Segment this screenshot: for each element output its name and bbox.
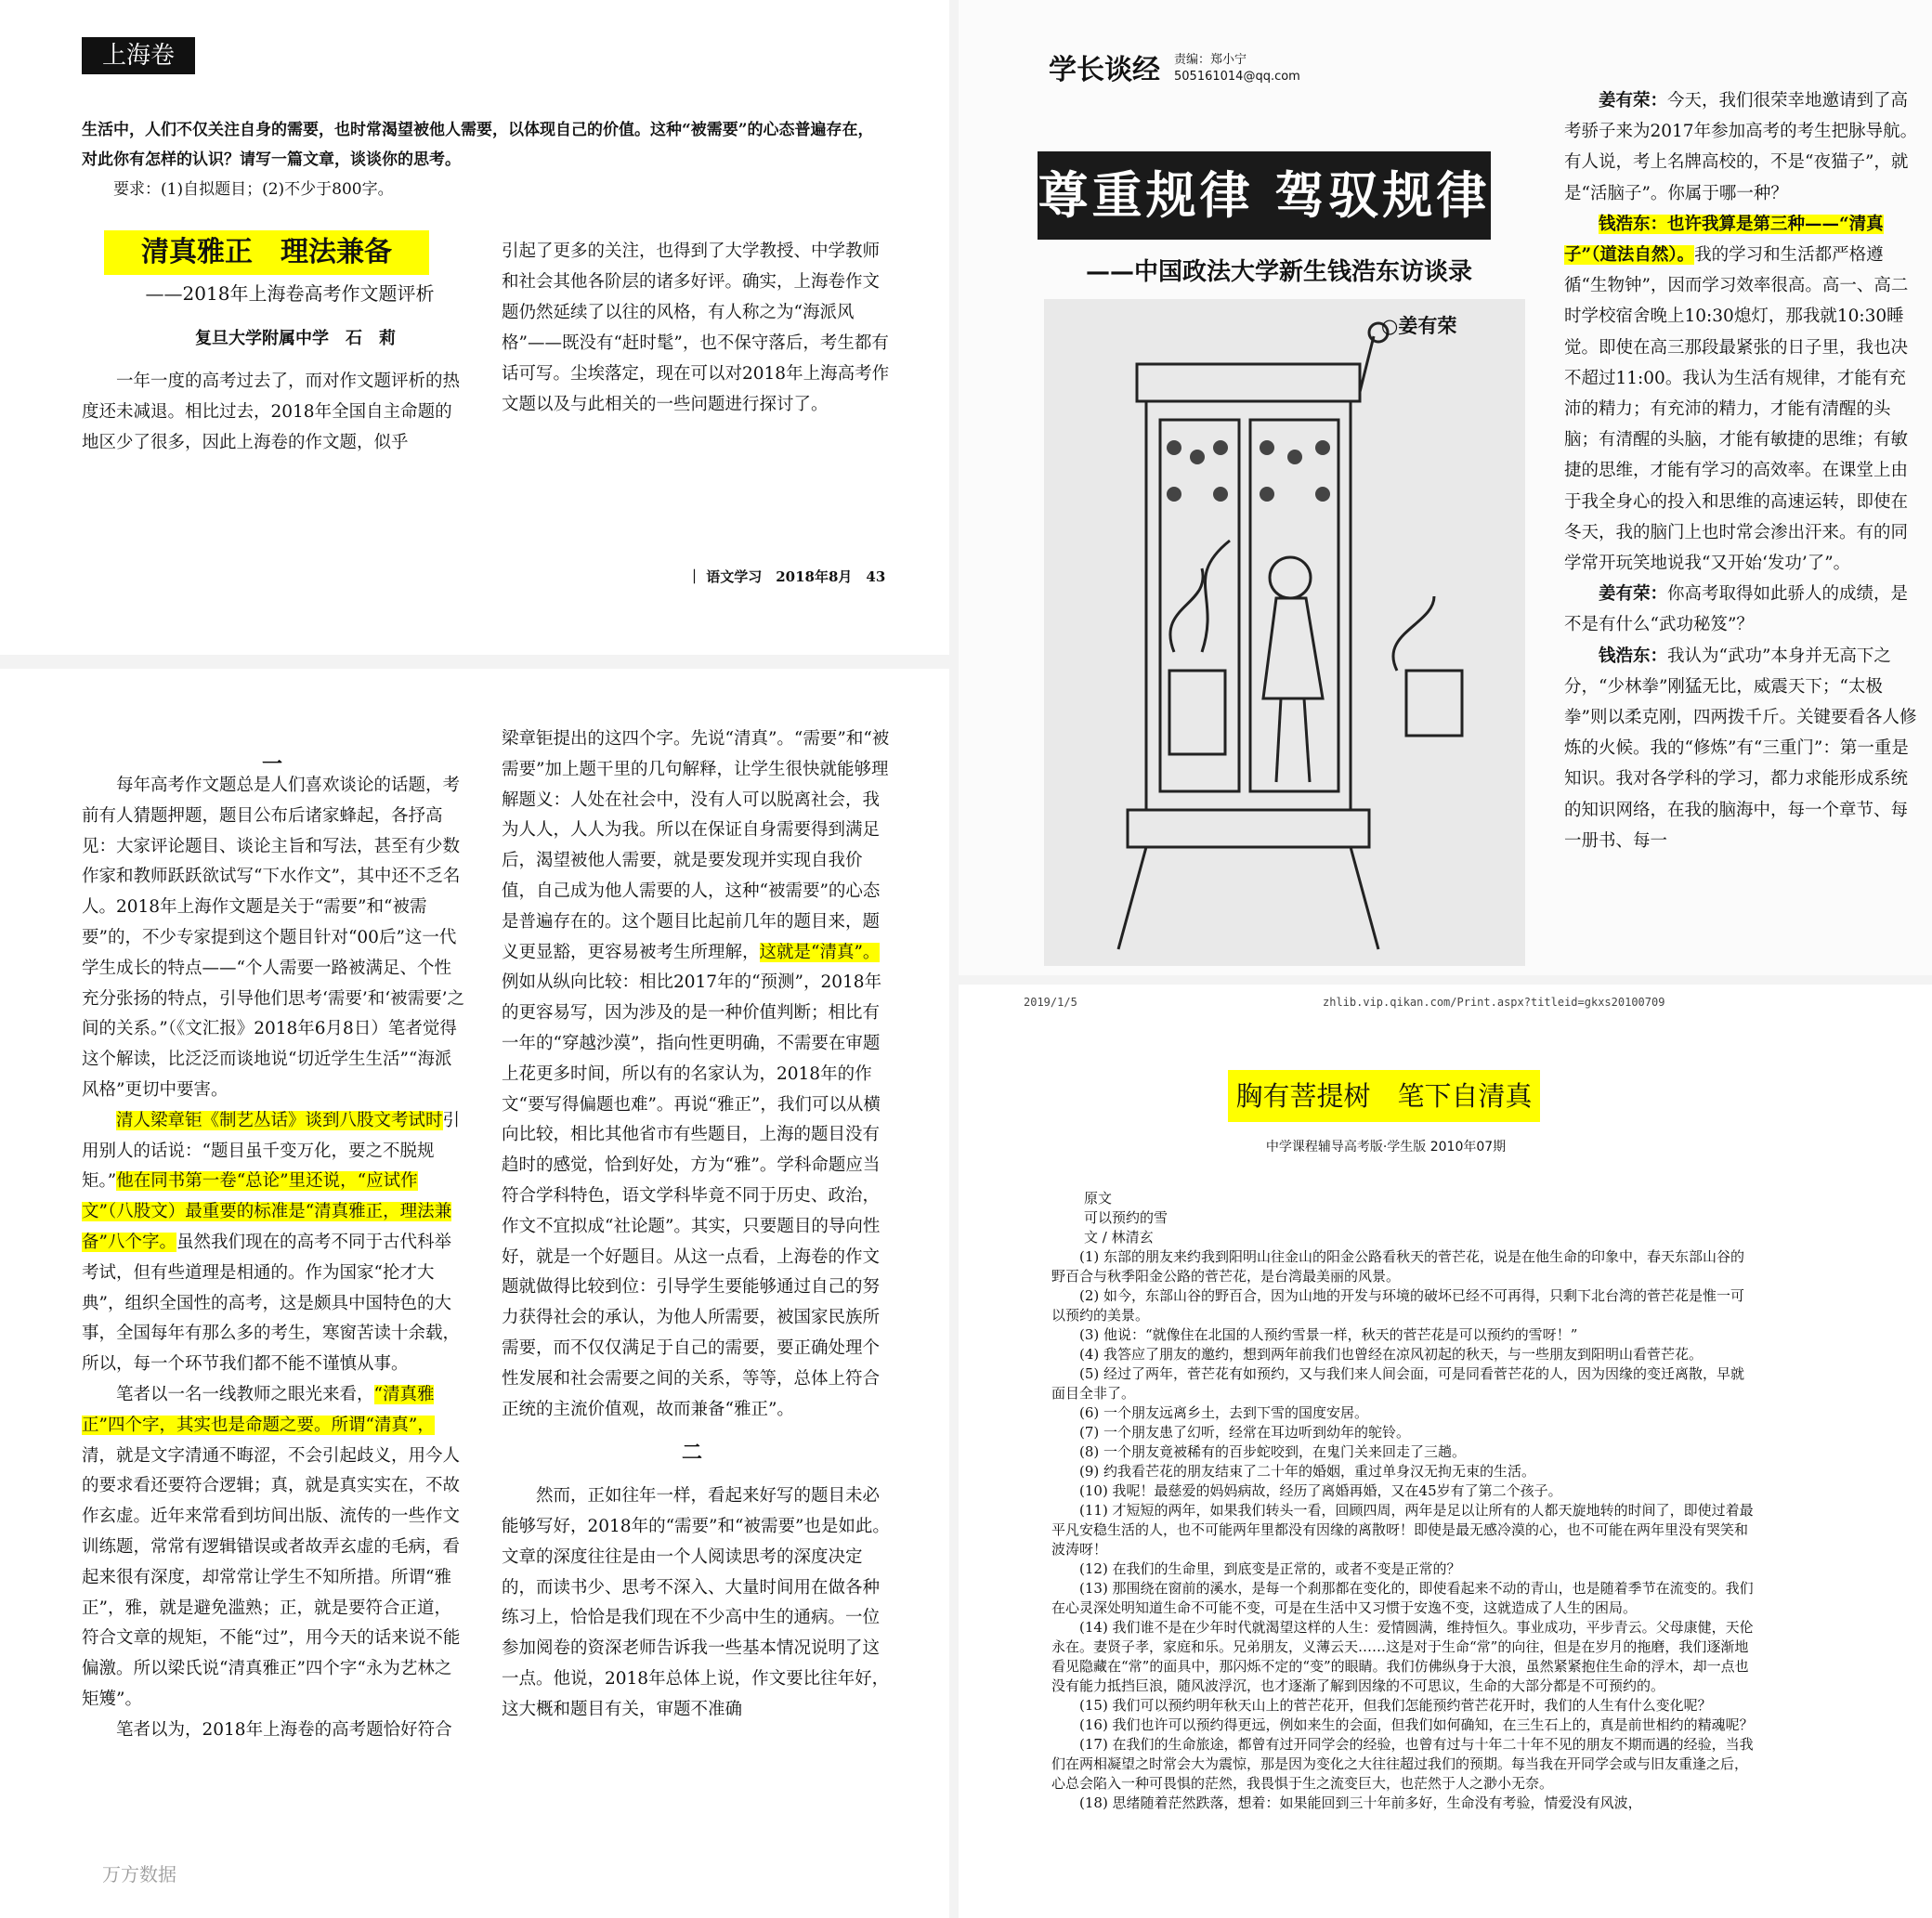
prompt-text: 生活中，人们不仅关注自身的需要，也时常渴望被他人需要，以体现自己的价值。这种“被需要”的心态普遍存在，对此你有怎样的认识？请写一篇文章，谈谈你的思考。 (82, 121, 874, 169)
question (1564, 579, 1923, 640)
paragraph: (1) 东部的朋友来约我到阳明山往金山的阳金公路看秋天的菅芒花，说是在他生命的印象中，春天东部山谷的野百合与秋季阳金公路的菅芒花，是台湾最美丽的风景。 (1051, 1248, 1745, 1285)
text-column-left (82, 366, 463, 458)
highlight: 他在同书第一卷“总论”里还说，“应试作文”（八股文）最重要的标准是“清真雅正，理法兼备”八个字。 (82, 1171, 452, 1252)
paragraph (502, 724, 890, 1425)
question-text: 今天，我们很荣幸地邀请到了高考骄子来为2017年参加高考的考生把脉导航。有人说，考上名牌高校的，不是“夜猫子”，就是“活脑子”。你属于哪一种？ (1564, 91, 1918, 203)
answer-text: 我认为“武功”本身并无高下之分，“少林拳”刚猛无比，威震天下；“太极拳”则以柔克刚，四两拨千斤。关键要看各人修炼的火候。我的“修炼”有“三重门”：第一重是知识。我对各学科的学习，都力求能形成系统的知识网络，在我的脑海中，每一个章节、每一册书、每一 (1564, 646, 1917, 851)
text-run: 引用别人的话说：“题目虽千变万化，要之不脱规矩。” (82, 1110, 461, 1192)
text-column-right (502, 724, 890, 1726)
question-text: 你高考取得如此骄人的成绩，是不是有什么“武功秘笈”？ (1564, 584, 1909, 635)
paragraph (82, 1106, 466, 1380)
paragraph: 每年高考作文题总是人们喜欢谈论的话题，考前有人猜题押题，题目公布后诸家蜂起，各抒高见：大家评论题目、谈论主旨和写法，甚至有少数作家和教师跃跃欲试写“下水作文”，其中还不乏名人。2018年上海作文题是关于“需要”和“被需要”的，不少专家提到这个题目针对“00后”这一代学生成长的特点——“个人需要一路被满足、个性充分张扬的特点，引导他们思考‘需要’和‘被需要’之间的关系。”（《文汇报》2018年6月8日）笔者觉得这个解读，比泛泛而谈地说“切近学生生活”“海派风格”更切中要害。 (82, 776, 465, 1100)
essay-author: 文 / 林清玄 (1084, 1229, 1154, 1246)
speaker-label: 姜有荣： (1599, 584, 1668, 605)
article-title: 清真雅正 理法兼备 (104, 230, 429, 275)
speaker-label: 姜有荣： (1599, 91, 1668, 111)
paragraph: (12) 在我们的生命里，到底变是正常的，或者不变是正常的？ (1079, 1560, 1461, 1577)
essay-prompt (82, 115, 881, 204)
paragraph: 一年一度的高考过去了，而对作文题评析的热度还未减退。相比过去，2018年全国自主命题的地区少了很多，因此上海卷的作文题，似乎 (82, 372, 461, 452)
paragraph: (4) 我答应了朋友的邀约，想到两年前我们也曾经在凉风初起的秋天，与一些朋友到阳明山看菅芒花。 (1079, 1346, 1704, 1363)
article-subtitle: ——2018年上海卷高考作文题评析 (145, 282, 435, 305)
column-name: 学长谈经 (1049, 54, 1160, 86)
paragraph: 然而，正如往年一样，看起来好写的题目未必能够写好，2018年的“需要”和“被需要”也是如此。文章的深度往往是由一个人阅读思考的深度决定的，而读书少、思考不深入、大量时间用在做各种练习上，恰恰是我们现在不少高中生的通病。一位参加阅卷的资深老师告诉我一些基本情况说明了这一点。他说，2018年总体上说，作文要比往年好，这大概和题目有关，审题不准确 (502, 1486, 890, 1719)
original-text-header (1084, 1189, 1168, 1247)
interview-author: ○姜有荣 (1381, 314, 1457, 337)
highlight: 清人梁章钜《制艺丛话》谈到八股文考试时 (116, 1110, 443, 1130)
speaker-label: 钱浩东： (1599, 646, 1668, 666)
text-column-left (82, 771, 466, 1746)
paragraph: (11) 才短短的两年，如果我们转头一看，回顾四周，两年是足以让所有的人都天旋地转的时间了，即使过着最平凡安稳生活的人，也不可能两年里都没有因缘的离散呀！即使是最无感冷漠的心，也不可能在两年里没有哭笑和波涛呀！ (1051, 1502, 1754, 1558)
print-url: zhlib.vip.qikan.com/Print.aspx?titleid=gkxs20100709 (1323, 996, 1665, 1009)
print-page (959, 985, 1932, 1918)
illustration (1044, 299, 1525, 966)
text-run: 虽然我们现在的高考不同于古代科举考试，但有些道理是相通的。作为国家“抡才大典”，组织全国性的高考，这是颇具中国特色的大事，全国每年有那么多的考生，寒窗苦读十余载，所以，每一个环节我们都不能不谨慎从事。 (82, 1232, 461, 1375)
interview-page (959, 0, 1932, 975)
essay-title: 可以预约的雪 (1084, 1209, 1168, 1226)
page-footer: ｜ 语文学习 2018年8月 43 (687, 568, 886, 585)
wardrobe-girl-illustration (1044, 299, 1525, 966)
section-tag: 上海卷 (82, 37, 195, 74)
prompt-requirement: 要求：(1)自拟题目；(2)不少于800字。 (113, 180, 394, 199)
page-title: 胸有菩提树 笔下自清真 (1228, 1070, 1540, 1122)
answer-text: 我的学习和生活都严格遵循“生物钟”，因而学习效率很高。高一、高二时学校宿舍晚上10:30熄灯，那我就10:30睡觉。即使在高三那段最紧张的日子里，我也决不超过11:00。我认为生活有规律，才能有充沛的精力；有充沛的精力，才能有清醒的头脑；有清醒的头脑，才能有敏捷的思维；有敏捷的思维，才能有学习的高效率。在课堂上由于我全身心的投入和思维的高速运转，即使在冬天，我的脑门上也时常会渗出汗来。有的同学常开玩笑地说我“又开始‘发功’了”。 (1564, 245, 1909, 574)
print-date: 2019/1/5 (1024, 996, 1077, 1009)
paragraph: (7) 一个朋友患了幻听，经常在耳边听到幼年的鸵铃。 (1079, 1424, 1411, 1441)
paragraph: (10) 我呢！最慈爱的妈妈病故，经历了离婚再婚，又在45岁有了第二个孩子。 (1079, 1482, 1562, 1499)
paragraph: (3) 他说：“就像住在北国的人预约雪景一样，秋天的菅芒花是可以预约的雪呀！” (1079, 1326, 1578, 1343)
paragraph: (18) 思绪随着茫然跌落，想着：如果能回到三十年前多好，生命没有考验，情爱没有风波， (1079, 1794, 1642, 1811)
text-column-right (502, 236, 890, 420)
paragraph: (17) 在我们的生命旅途，都曾有过开同学会的经验，也曾有过与十年二十年不见的朋友不期而遇的经验，当我们在两相凝望之时常会大为震惊，那是因为变化之大往往超过我们的预期。每当我在开同学会或与旧友重逢之后，心总会陷入一种可畏惧的茫然，我畏惧于生之流变巨大，也茫然于人之渺小无奈。 (1051, 1736, 1754, 1792)
text-run: 笔者以一名一线教师之眼光来看， (116, 1384, 374, 1404)
text-run: 例如从纵向比较：相比2017年的“预测”，2018年的更容易写，因为涉及的是一种价值判断；相比有一年的“穿越沙漠”，指向性更明确，不需要在审题上花更多时间，所以有的名家认为，2018年的作文“要写得偏题也难”。再说“雅正”，我们可以从横向比较，相比其他省市有些题目，上海的题目没有趋时的感觉，恰到好处，方为“雅”。学科命题应当符合学科特色，语文学科毕竟不同于历史、政治，作文不宜拟成“社论题”。其实，只要题目的导向性好，就是一个好题目。从这一点看，上海卷的作文题就做得比较到位：引导学生要能够通过自己的努力获得社会的承认，为他人所需要，被国家民族所需要，而不仅仅满足于自己的需要，要正确处理个性发展和社会需要之间的关系，等等，总体上符合正统的主流价值观，故而兼备“雅正”。 (502, 972, 882, 1419)
paragraph: (6) 一个朋友远离乡土，去到下雪的国度安居。 (1079, 1404, 1369, 1421)
highlight: 这就是“清真”。 (759, 942, 881, 962)
paragraph: (14) 我们谁不是在少年时代就渴望这样的人生：爱情圆满，维持恒久。事业成功，平步青云。父母康健，天伦永在。妻贤子孝，家庭和乐。兄弟朋友，义薄云天……这是对于生命“常”的向往，但是在岁月的拖磨，我们逐渐地看见隐藏在“常”的面具中，那闪烁不定的“变”的眼睛。我们仿佛纵身于大浪，虽然紧紧抱住生命的浮木，却一点也没有能力抵挡巨浪，随风波浮沉，也才逐渐了解到因缘的不可思议，生命的大部分都是不可预约的。 (1051, 1619, 1754, 1694)
article-author: 复旦大学附属中学 石 莉 (195, 329, 396, 348)
source-line: 中学课程辅导高考版·学生版 2010年07期 (1265, 1140, 1507, 1155)
editor-info (1174, 52, 1300, 85)
paragraph: (16) 我们也许可以预约得更远，例如来生的会面，但我们如何确知，在三生石上的，真是前世相约的精魂呢？ (1079, 1716, 1754, 1733)
label-original: 原文 (1084, 1190, 1113, 1207)
paragraph: (15) 我们可以预约明年秋天山上的菅芒花开，但我们怎能预约菅芒花开时，我们的人生有什么变化呢？ (1079, 1697, 1712, 1714)
paragraph: (13) 那围绕在窗前的溪水，是每一个刹那都在变化的，即使看起来不动的青山，也是随着季节在流变的。我们在心灵深处明知道生命不可能不变，可是在生活中又习惯于安逸不变，这就造成了人生的困局。 (1051, 1580, 1754, 1616)
paragraph: (5) 经过了两年，菅芒花有如预约，又与我们来人间会面，可是同看菅芒花的人，因为因缘的变迁离散，早就面目全非了。 (1051, 1365, 1745, 1402)
editor-name: 责编：郑小宁 (1174, 53, 1247, 67)
essay-body (1051, 1247, 1757, 1813)
highlight: 钱浩东：也许我算是第三种——“清真子”（道法自然）。 (1564, 214, 1884, 266)
text-run: 梁章钜提出的这四个字。先说“清真”。“需要”和“被需要”加上题干里的几句解释，让学生很快就能够理解题义：人处在社会中，没有人可以脱离社会，我为人人，人人为我。所以在保证自身需要得到满足后，渴望被他人需要，就是要发现并实现自我价值，自己成为他人需要的人，这种“被需要”的心态是普遍存在的。这个题目比起前几年的题目来，题义更显豁，更容易被考生所理解， (502, 729, 890, 962)
highlight: “清真雅正”四个字，其实也是命题之要。所谓“清真”， (82, 1384, 435, 1435)
paragraph: 引起了更多的关注，也得到了大学教授、中学教师和社会其他各阶层的诸多好评。确实，上海卷作文题仍然延续了以往的风格，有人称之为“海派风格”——既没有“赶时髦”，也不保守落后，考生都有话可写。尘埃落定，现在可以对2018年上海高考作文题以及与此相关的一些问题进行探讨了。 (502, 241, 890, 414)
answer (1564, 209, 1923, 579)
paragraph: (2) 如今，东部山谷的野百合，因为山地的开发与环境的破坏已经不可再得，只剩下北台湾的菅芒花是惟一可以预约的美景。 (1051, 1287, 1745, 1324)
question (1564, 85, 1923, 209)
paragraph: (8) 一个朋友竟被稀有的百步蛇咬到，在鬼门关来回走了三趟。 (1079, 1443, 1467, 1460)
answer (1564, 641, 1923, 856)
text-run: 清，就是文字清通不晦涩，不会引起歧义，用今人的要求看还要符合逻辑；真，就是真实实在，不故作玄虚。近年来常看到坊间出版、流传的一些作文训练题，常常有逻辑错误或者故弄玄虚的毛病，看起来很有深度，却常常让学生不知所措。所谓“雅正”，雅，就是避免滥熟；正，就是要符合正道，符合文章的规矩，不能“过”，用今天的话来说不能偏激。所以梁氏说“清真雅正”四个字“永为艺林之矩矱”。 (82, 1445, 461, 1709)
paragraph (82, 1380, 466, 1716)
editor-email: 505161014@qq.com (1174, 70, 1300, 84)
article-page-bottom (0, 669, 949, 1918)
watermark: 万方数据 (102, 1863, 176, 1885)
interview-text-column (1564, 85, 1923, 856)
interview-title: 尊重规律 驾驭规律 (1038, 151, 1491, 240)
article-page-top (0, 0, 949, 655)
section-heading-2: 二 (681, 1441, 702, 1466)
section-heading-1: 一 (261, 752, 282, 776)
paragraph: 笔者以为，2018年上海卷的高考题恰好符合 (116, 1719, 452, 1740)
interview-subtitle: ——中国政法大学新生钱浩东访谈录 (1085, 258, 1472, 286)
paragraph: (9) 约我看芒花的朋友结束了二十年的婚姻，重过单身汉无拘无束的生活。 (1079, 1463, 1536, 1480)
